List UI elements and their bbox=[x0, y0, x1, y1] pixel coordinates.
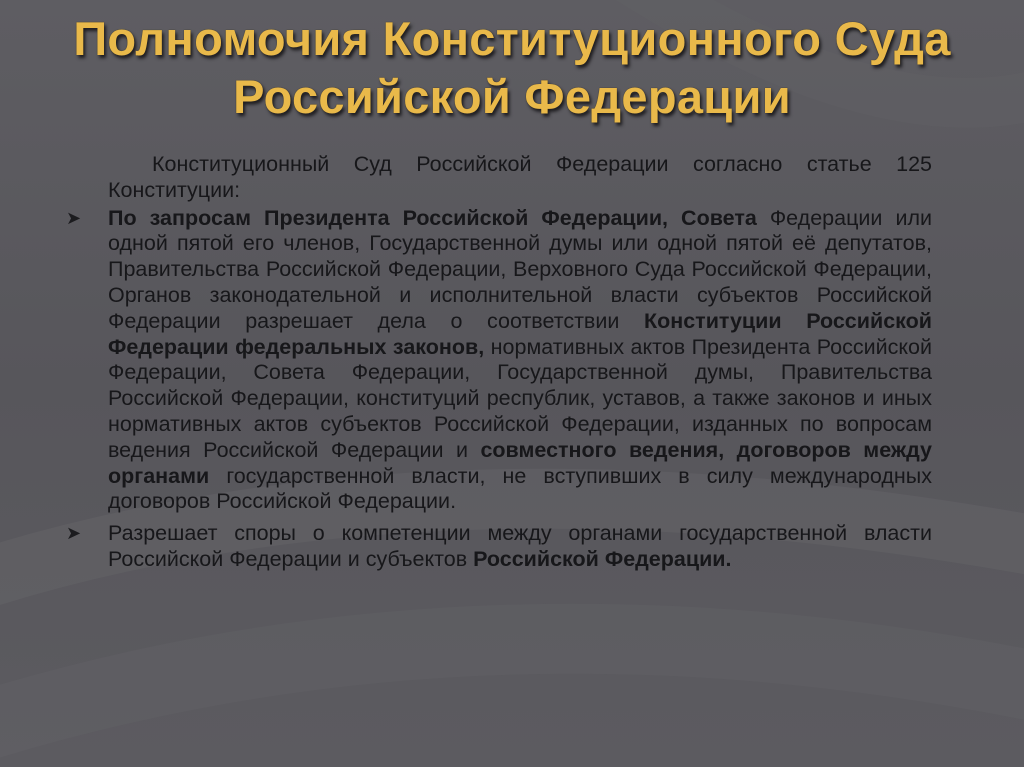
bullet-item-1 bbox=[64, 206, 932, 516]
intro-paragraph: Конституционный Суд Российской Федерации согласно статье 125 Конституции: bbox=[108, 152, 932, 202]
bullet-1-bold-3: совместного ведения, договоров между органами bbox=[108, 437, 932, 488]
bullet-1-text-3: государственной власти, не вступивших в силу международных договоров Российской Федерации. bbox=[108, 463, 932, 514]
slide-title bbox=[0, 10, 1024, 126]
arrow-bullet-icon: ➤ bbox=[66, 207, 82, 228]
bullet-1-bold-2: Конституции Российской Федерации федеральных законов, bbox=[108, 308, 932, 359]
bullet-item-2 bbox=[64, 521, 932, 573]
bullet-1-bold-1: По запросам Президента Российской Федерации, Совета bbox=[108, 205, 757, 230]
title-line-2: Российской Федерации bbox=[233, 70, 791, 123]
bullet-2-text-1: Разрешает споры о компетенции между органами государственной власти Российской Федерации и субъектов bbox=[108, 521, 932, 571]
slide-body bbox=[64, 152, 932, 579]
bullet-1-text-2: нормативных актов Президента Российской Федерации, Совета Федерации, Государственной думы, Правительства Российской Федерации, конституций республик, уставов, а также законов и иных нормативных актов субъектов Российской Федерации, изданных по вопросам ведения Российской Федерации и bbox=[108, 334, 932, 462]
title-line-1: Полномочия Конституционного Суда bbox=[73, 12, 951, 65]
arrow-bullet-icon: ➤ bbox=[66, 523, 82, 544]
bullet-2-bold-1: Российской Федерации. bbox=[473, 546, 732, 571]
bullet-1-text-1: Федерации или одной пятой его членов, Государственной думы или одной пятой её депутатов, Правительства Российской Федерации, Верховного Суда Российской Федерации, Органов законодательной и исполнительной власти субъектов Российской Федерации разрешает дела о соответствии bbox=[108, 205, 933, 333]
